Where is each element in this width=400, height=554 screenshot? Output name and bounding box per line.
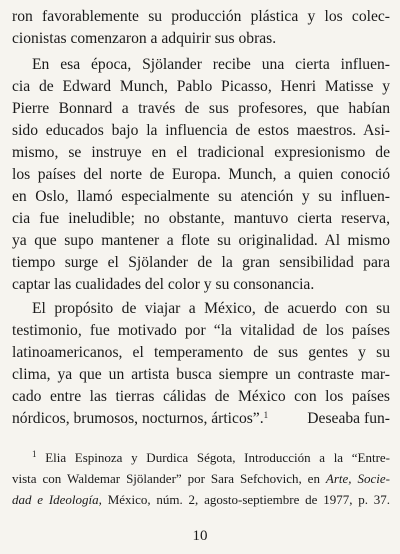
body-line: En esa época, Sjölander recibe una cierta influen- bbox=[32, 56, 390, 73]
body-line: mismo, se instruye en el tradicional expresionismo de bbox=[12, 144, 390, 161]
body-line-last bbox=[12, 408, 390, 429]
body-line: cado entre las tierras cálidas de México con los países bbox=[12, 388, 390, 405]
footnote-line: $^1$ Elia Espinoza y Durdica Ségota, Introducción a la “Entre- bbox=[32, 449, 391, 465]
body-line: El propósito de viajar a México, de acuerdo con su bbox=[32, 300, 390, 317]
page-number: 10 bbox=[192, 528, 208, 544]
body-line: ron favorablemente su producción plástica y los colec- bbox=[12, 8, 390, 25]
body-line-text: Deseaba fun- bbox=[307, 410, 390, 427]
body-line: cia de Edward Munch, Pablo Picasso, Henri Matisse y bbox=[12, 78, 390, 95]
footnote-line: vista con Waldemar Sjölander” por Sara Sefchovich, en Arte, Socie- bbox=[12, 471, 390, 486]
footnote-line: dad e Ideología, México, núm. 2, agosto-septiembre de 1977, p. 37. bbox=[12, 492, 391, 507]
body-line: los países del norte de Europa. Munch, a quien conoció bbox=[12, 166, 390, 183]
body-line: tiempo surge el Sjölander de la gran sensibilidad para bbox=[12, 254, 390, 271]
body-line-text: nórdicos, brumosos, nocturnos, árticos”.$^1$ bbox=[12, 410, 269, 427]
body-line: cia fue ineludible; no obstante, mantuvo cierta reserva, bbox=[12, 210, 390, 227]
footnote-reference: 1 bbox=[263, 410, 269, 420]
body-line: captar las cualidades del color y su consonancia. bbox=[12, 276, 315, 293]
body-line: cionistas comenzaron a adquirir sus obras. bbox=[12, 30, 277, 47]
body-line: sido educados bajo la influencia de estos maestros. Asi- bbox=[12, 122, 390, 139]
body-line: Pierre Bonnard a través de sus profesores, que habían bbox=[12, 100, 390, 117]
body-line: clima, ya que un artista busca siempre un contraste mar- bbox=[12, 366, 390, 383]
body-line: en Oslo, llamó especialmente su atención y su influen- bbox=[12, 188, 390, 205]
footnote-marker: 1 bbox=[32, 449, 37, 459]
body-line: testimonio, fue motivado por “la vitalidad de los países bbox=[12, 322, 390, 339]
body-line: latinoamericanos, el temperamento de sus gentes y su bbox=[12, 344, 390, 361]
body-line: ya que supo mantener a flote su originalidad. Al mismo bbox=[12, 232, 390, 249]
